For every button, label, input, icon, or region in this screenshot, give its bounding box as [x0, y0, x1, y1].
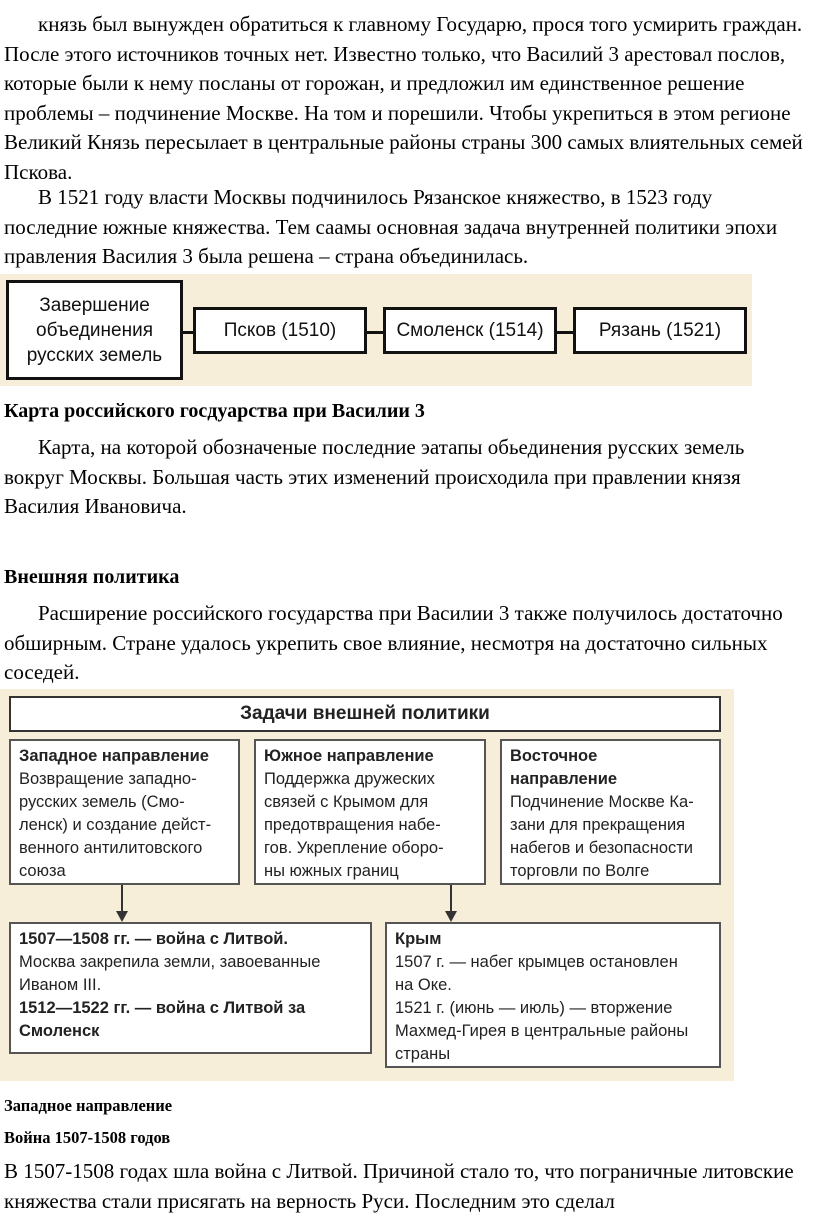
war-1512-label: 1512—1522 гг. — война с Литвой за Смоленск [19, 999, 306, 1040]
war-1507-text: Москва закрепила земли, завоеванные Иваном III. [19, 953, 321, 994]
war-section-heading: Война 1507-1508 годов [4, 1128, 171, 1147]
unification-main-box: Завершение объединения русских земель [6, 280, 183, 380]
east-direction-text: Подчинение Москве Ка- зани для прекращения набегов и безопасности торговли по Волге [510, 793, 694, 880]
foreign-tasks-diagram [0, 689, 734, 1081]
paragraph-foreign: Расширение российского государства при Василии 3 также получилось достаточно обширным. Стране удалось укрепить свое влияние, несмотря на достаточно сильных соседей. [4, 601, 783, 684]
foreign-tasks-title: Задачи внешней политики [9, 696, 721, 732]
connector-line [557, 331, 574, 334]
crimea-text: 1507 г. — набег крымцев остановлен на Оке. 1521 г. (июнь — июль) — вторжение Махмед-Гирея в центральные районы страны [395, 953, 689, 1063]
paragraph-ryazan: В 1521 году власти Москвы подчинилось Рязанское княжество, в 1523 году последние южные княжества. Тем саамы основная задача внутренней политики эпохи правления Василия 3 была решена – страна объединилась. [4, 185, 778, 268]
east-direction-heading: Восточное направление [510, 747, 618, 788]
crimea-box [385, 922, 721, 1068]
west-direction-section-heading: Западное направление [4, 1096, 173, 1115]
war-1507-label: 1507—1508 гг. — война с Литвой. [19, 930, 289, 948]
crimea-label: Крым [395, 930, 442, 948]
west-direction-box [9, 739, 240, 885]
foreign-policy-heading: Внешняя политика [4, 566, 180, 588]
west-direction-heading: Западное направление [19, 747, 209, 765]
map-heading: Карта российского госдуарства при Василии 3 [4, 400, 425, 422]
south-direction-box [254, 739, 486, 885]
step-ryazan: Рязань (1521) [573, 307, 747, 354]
paragraph-war: В 1507-1508 годах шла война с Литвой. Причиной стало то, что пограничные литовские княжества стали присягать на верность Руси. Последним это сделал [4, 1159, 794, 1213]
east-direction-box [500, 739, 721, 885]
arrow-down-icon [444, 885, 458, 923]
unification-diagram [0, 274, 752, 386]
west-wars-box [9, 922, 372, 1054]
paragraph-intro: князь был вынужден обратиться к главному Государю, прося того усмирить граждан. После этого источников точных нет. Известно только, что Василий 3 арестовал послов, которые были к нему посланы от горожан, и предложил им единственное решение проблемы – подчинение Москве. На том и порешили. Чтобы укрепиться в этом регионе Великий Князь пересылает в центральные районы страны 300 самых влиятельных семей Пскова. [4, 12, 803, 184]
south-direction-heading: Южное направление [264, 747, 434, 765]
south-direction-text: Поддержка дружеских связей с Крымом для предотвращения набе- гов. Укрепление оборо- ны южных границ [264, 770, 444, 880]
connector-line [367, 331, 384, 334]
west-direction-text: Возвращение западно- русских земель (Смо- ленск) и создание дейст- венного антилитовского союза [19, 770, 212, 880]
step-pskov: Псков (1510) [193, 307, 367, 354]
step-smolensk: Смоленск (1514) [383, 307, 557, 354]
arrow-down-icon [115, 885, 129, 923]
paragraph-map: Карта, на которой обозначеные последние эатапы обьединения русских земель вокруг Москвы. Большая часть этих изменений происходила при правлении князя Василия Ивановича. [4, 435, 745, 518]
